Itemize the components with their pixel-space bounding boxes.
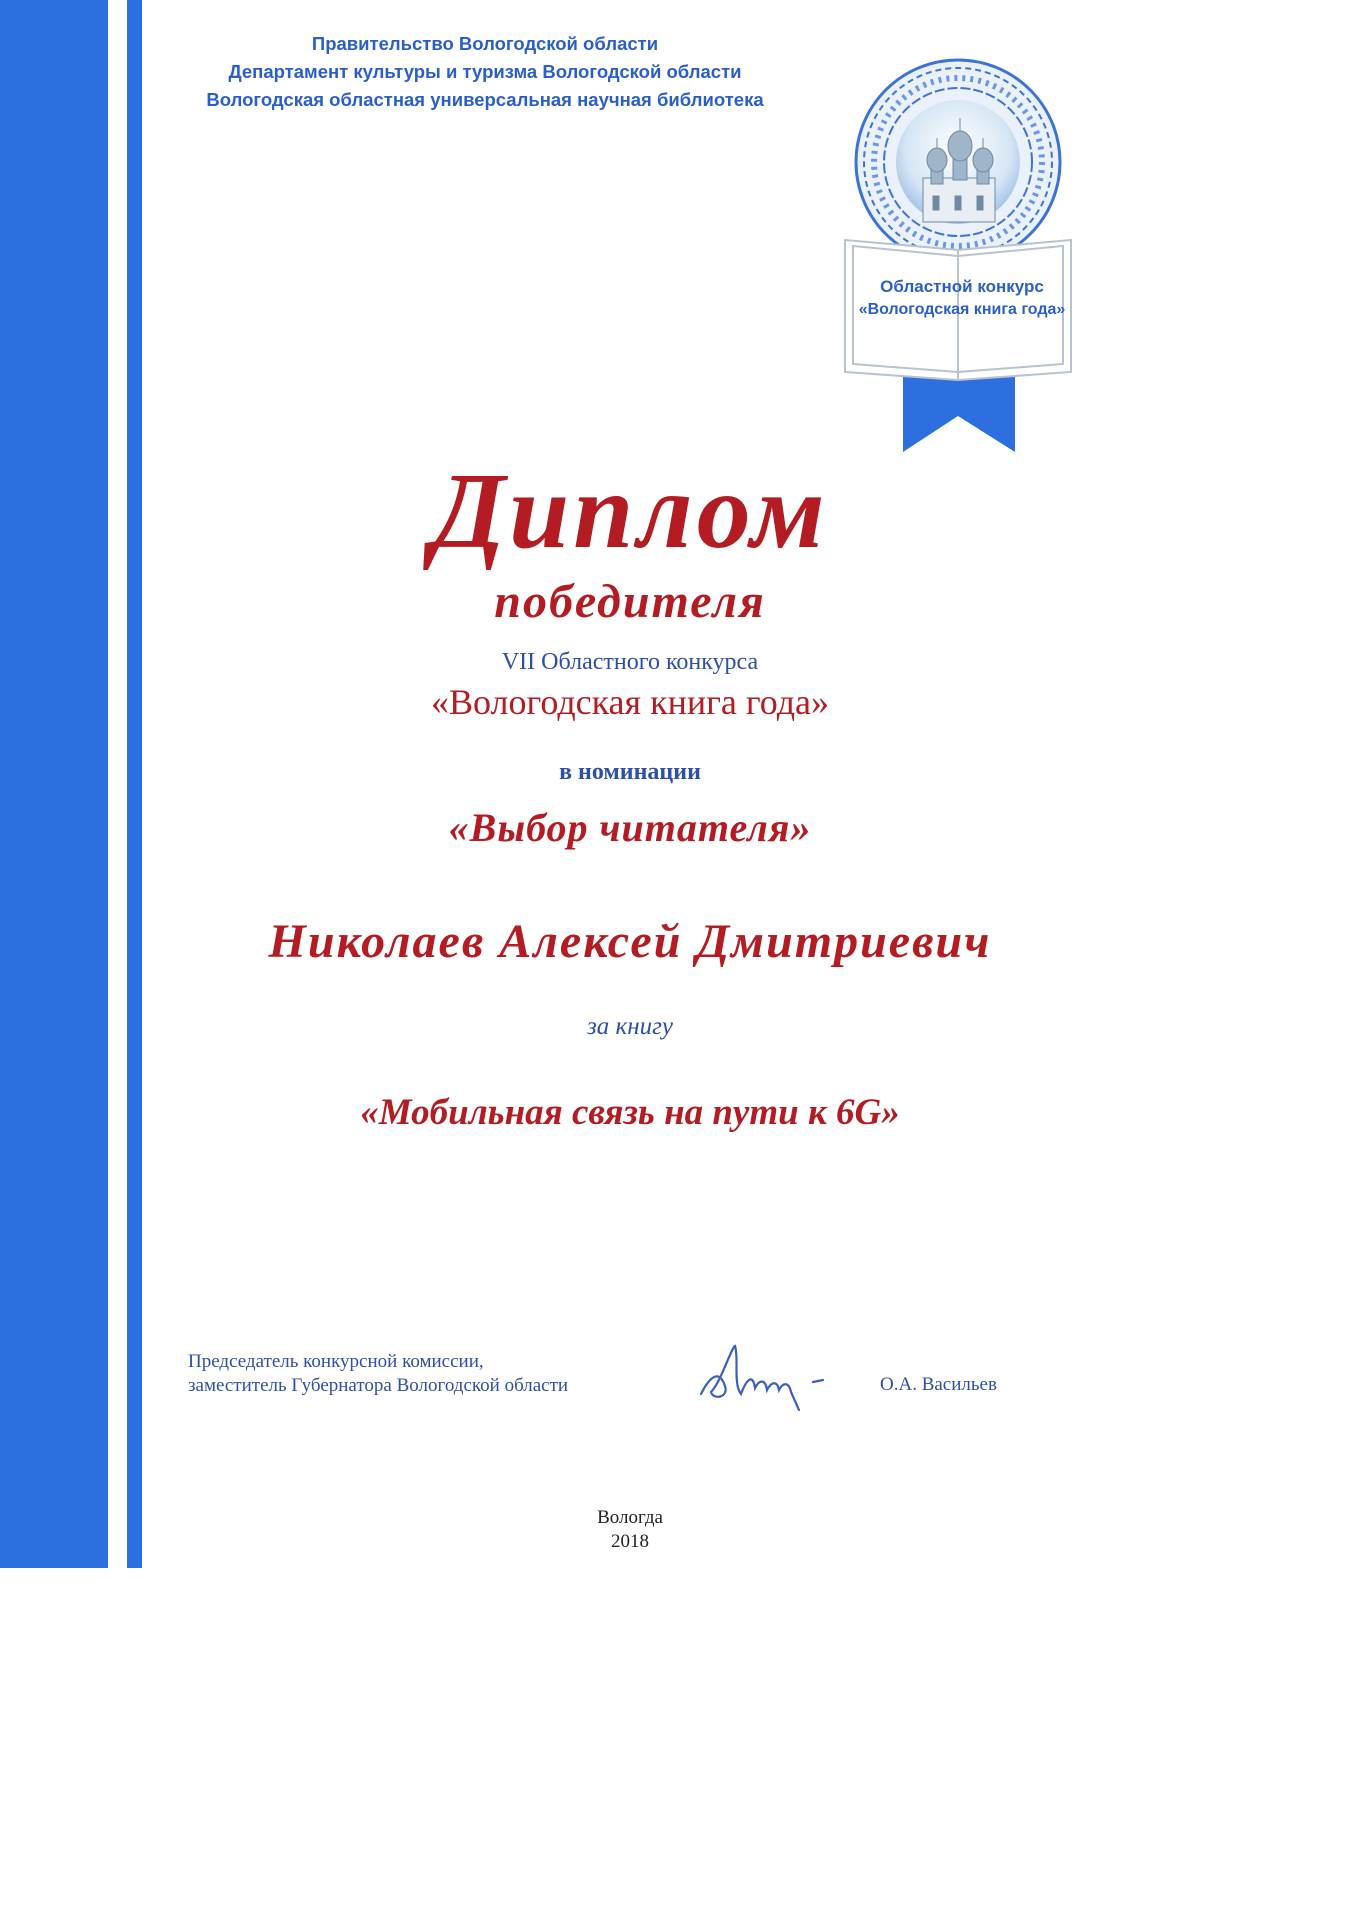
contest-line: VII Областного конкурса [501, 649, 759, 675]
emblem-text-line2: «Вологодская книга года» [858, 301, 1066, 318]
for-book-label: за книгу [587, 1013, 673, 1040]
left-blue-stripe [0, 0, 108, 1568]
signatory-role-line1: Председатель конкурсной комиссии, [188, 1351, 484, 1372]
diploma-title: Диплом [431, 452, 829, 571]
place-and-year [540, 1506, 720, 1554]
signer-name: О.А. Васильев [880, 1374, 997, 1395]
left-thin-stripe [127, 0, 142, 1568]
diploma-subtitle: победителя [494, 575, 766, 628]
city: Вологда [597, 1507, 663, 1528]
book-title: «Мобильная связь на пути к 6G» [360, 1092, 900, 1133]
nomination-name: «Выбор читателя» [448, 805, 812, 850]
signatory-role-line2: заместитель Губернатора Вологодской области [188, 1375, 569, 1396]
contest-emblem [815, 50, 1105, 460]
issuer-line-government: Правительство Вологодской области [311, 33, 659, 54]
contest-name: «Вологодская книга года» [430, 682, 829, 722]
issuer-header [150, 30, 820, 114]
emblem-text-line1: Областной конкурс [880, 277, 1044, 296]
handwritten-signature [695, 1338, 835, 1418]
nomination-label: в номинации [559, 759, 701, 785]
year: 2018 [611, 1531, 649, 1552]
winner-name: Николаев Алексей Дмитриевич [268, 915, 992, 968]
issuer-line-department: Департамент культуры и туризма Вологодской области [228, 61, 742, 82]
signatory-role [188, 1350, 568, 1398]
issuer-line-library: Вологодская областная универсальная научная библиотека [206, 89, 764, 110]
